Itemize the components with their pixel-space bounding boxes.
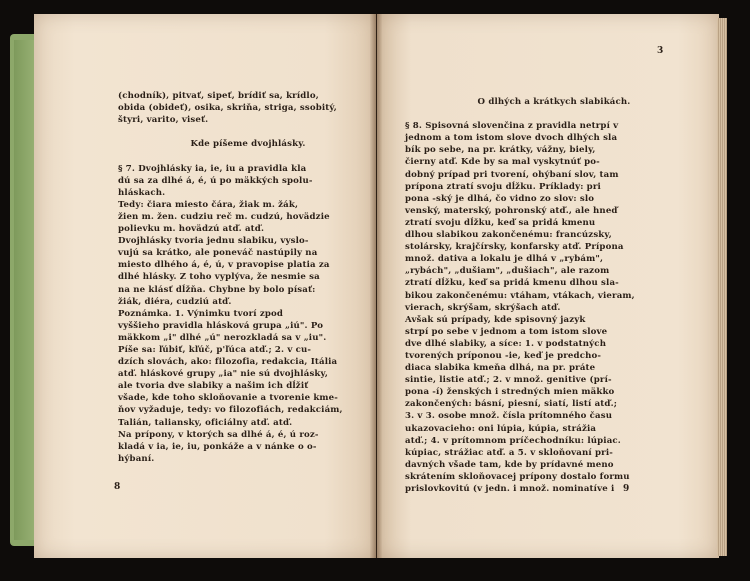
text-line: žiák, diéra, cudziú atď.: [118, 296, 232, 307]
right-page-corner-mark: 3: [657, 46, 664, 56]
text-line: prípona ztratí svoju dĺžku. Príklady: pri: [405, 181, 601, 192]
text-line: vyššieho pravidla hlásková grupa „iú". Po: [118, 320, 324, 331]
text-line: Avšak sú prípady, kde spisovný jazyk: [405, 314, 586, 325]
text-line: dobný prípad pri tvorení, ohýbaní slov, tam: [405, 169, 619, 180]
text-line: vujú sa krátko, ale poneváč nastúpily na: [118, 248, 318, 259]
text-line: štyri, varito, viseť.: [118, 115, 209, 126]
text-line: dlhé hlásky. Z toho vyplýva, že nesmie sa: [118, 272, 320, 283]
text-line: (chodník), pitvať, sipeť, brídiť sa, krídlo,: [118, 91, 319, 101]
text-line: dve dlhé slabiky, a síce: 1. v podstatných: [405, 338, 607, 349]
text-line: množ. dativa a lokalu je dlhá v „rybám",: [405, 254, 604, 265]
text-line: § 8. Spisovná slovenčina z pravidla netrpí v: [405, 121, 619, 132]
text-line: Píše sa: ľúbiť, kľúč, p'ľúca atď.; 2. v cu-: [118, 344, 312, 355]
text-line: 3. v 3. osobe množ. čísla prítomného času: [405, 411, 613, 422]
text-line: mäkkom „i" dlhé „ú" nerozkladá sa v „iu".: [118, 332, 327, 343]
text-line: [405, 108, 703, 120]
text-line: obida (obideť), osika, skriňa, striga, ssobitý,: [118, 103, 337, 114]
text-line: ukazovacieho: oni lúpia, kúpia, strážia: [405, 423, 597, 434]
text-line: pona -í) ženských i stredných mien mäkko: [405, 387, 615, 398]
text-line: ztratí dĺžku, keď sa pridá kmenu dlhou sla-: [405, 278, 619, 289]
text-line: pona -ský je dlhá, čo vidno zo slov: slo: [405, 193, 595, 204]
left-page: [34, 14, 376, 558]
book-gutter: [370, 14, 382, 558]
right-page-number: 9: [623, 484, 630, 494]
text-line: na ne klásť dĺžňa. Chybne by bolo písať:: [118, 284, 316, 295]
text-line: kladá v ia, ie, iu, ponkáže a v nánke o o-: [118, 441, 317, 452]
text-line: ztratí svoju dĺžku, keď sa pridá kmenu: [405, 217, 596, 228]
text-line: „rybách", „dušiam", „dušiach", ale razom: [405, 266, 610, 277]
text-line: § 7. Dvojhlásky ia, ie, iu a pravidla kla: [118, 163, 307, 174]
text-line: davných všade tam, kde by prídavné meno: [405, 459, 614, 470]
text-line: Tedy: čiara miesto čára, žiak m. žák,: [118, 199, 299, 210]
text-line: O dlhých a krátkych slabikách.: [477, 97, 631, 107]
page-edges: [717, 18, 727, 556]
text-line: polievku m. hovädzú atď. atď.: [118, 224, 265, 235]
text-line: vierach, skrýšam, skrýšach atď.: [405, 302, 561, 313]
text-line: skrátením skloňovacej prípony dostalo formu: [405, 471, 630, 482]
left-page-text: [118, 90, 378, 465]
text-line: atď. hláskové grupy „ia" nie sú dvojhlásky,: [118, 369, 328, 380]
text-line: Kde píšeme dvojhlásky.: [190, 139, 306, 150]
text-line: kúpiac, strážiac atď. a 5. v skloňovaní pri-: [405, 447, 613, 458]
text-line: atď.; 4. v prítomnom príčechodníku: lúpiac.: [405, 435, 621, 446]
text-line: tvorených príponou -ie, keď je predcho-: [405, 350, 602, 361]
text-line: Dvojhlásky tvoria jednu slabiku, vyslo-: [118, 236, 309, 247]
text-line: venský, materský, pohronský atď., ale hneď: [405, 205, 618, 216]
text-line: žien m. žen. cudziu reč m. cudzú, hovädzie: [118, 211, 330, 222]
text-line: [118, 126, 378, 138]
text-line: zakončených: básní, piesní, siatí, listí atď.;: [405, 399, 618, 410]
text-line: dú sa za dlhé á, é, ú po mäkkých spolu-: [118, 175, 313, 186]
text-line: dzích slovách, ako: filozofia, redakcia, Itália: [118, 357, 338, 368]
right-page: [377, 14, 719, 558]
text-line: Poznámka. 1. Výnimku tvorí zpod: [118, 308, 284, 319]
text-line: hláskach.: [118, 187, 166, 198]
left-page-number: 8: [114, 482, 121, 492]
text-line: jednom a tom istom slove dvoch dlhých sla: [405, 133, 618, 144]
text-line: Na prípony, v ktorých sa dlhé á, é, ú roz-: [118, 429, 319, 440]
text-line: bík po sebe, na pr. krátky, vážny, biely,: [405, 145, 596, 156]
text-line: sintie, listie atď.; 2. v množ. genitive (prí-: [405, 375, 612, 386]
text-line: prislovkovitú (v jedn. i množ. nominatíve i: [405, 484, 615, 494]
text-line: hýbaní.: [118, 453, 155, 464]
text-line: bikou zakončenému: vtáham, vtákach, vieram,: [405, 290, 635, 301]
text-line: Talián, taliansky, oficiálny atď. atď.: [118, 417, 293, 428]
text-line: dlhou slabikou zakončenému: francúzsky,: [405, 230, 612, 241]
text-line: ňov vyžaduje, tedy: vo filozofiách, redakciám,: [118, 405, 343, 416]
text-line: [118, 150, 378, 162]
text-line: stolársky, krajčírsky, konfarsky atď. Prípona: [405, 242, 624, 253]
text-line: miesto dlhého á, é, ú, v pravopise platia za: [118, 260, 330, 271]
right-page-text: [405, 96, 703, 495]
text-line: čierny atď. Kde by sa mal vyskytnúť po-: [405, 157, 600, 168]
text-line: diaca slabika kmeňa dlhá, na pr. práte: [405, 363, 596, 374]
text-line: strpí po sebe v jednom a tom istom slove: [405, 326, 608, 337]
text-line: ale tvoria dve slabiky a našim ich dĺžiť: [118, 381, 309, 392]
text-line: všade, kde toho skloňovanie a tvorenie kme-: [118, 393, 339, 404]
